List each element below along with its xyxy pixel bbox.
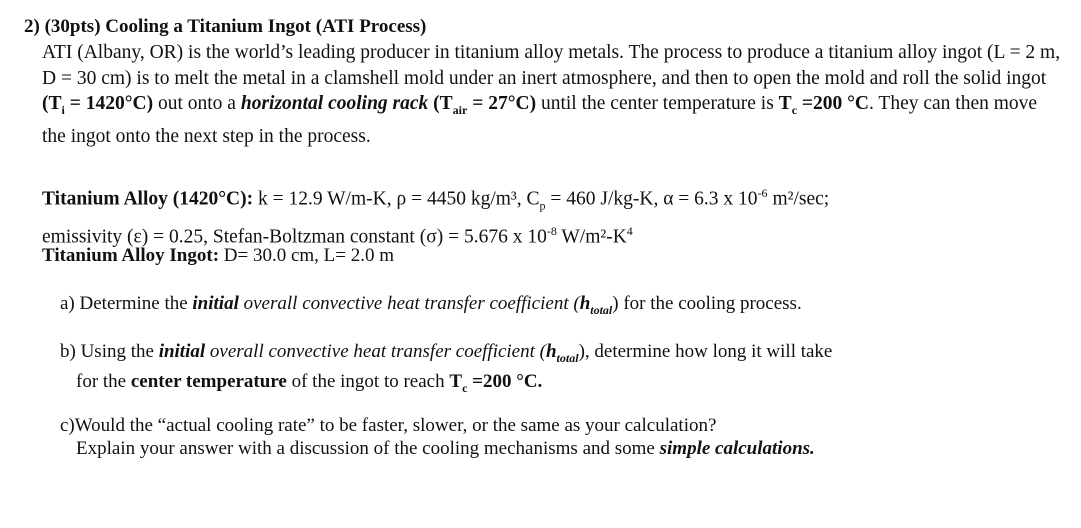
ingot-value: D= 30.0 cm, L= 2.0 m (219, 245, 395, 266)
intro-text-2: out onto a (153, 93, 241, 115)
intro-text-4: . They can then move the ingot onto the next step in the process. (42, 93, 1038, 147)
properties-line-1: Titanium Alloy (1420°C): k = 12.9 W/m-K, ρ = 4450 kg/m³, $C_p = 460$ J/kg-K, α = 6.3 x $10^{-6}$ m²/sec; (42, 186, 830, 213)
question-b (60, 340, 1040, 400)
question-c-line-1: c)Would the “actual cooling rate” to be faster, slower, or the same as your calculation? (60, 415, 717, 436)
air-temperature: $(T_{air} = 27^\circ C)$ (428, 93, 537, 118)
properties-label: Titanium Alloy (1420°C): (42, 188, 254, 210)
question-b-line-1: b) Using the initial overall convective heat transfer coefficient $(h_{total})$, determine how long it will take (60, 341, 833, 365)
ingot-label: Titanium Alloy Ingot: (42, 245, 220, 266)
intro-text-1: ATI (Albany, OR) is the world’s leading producer in titanium alloy metals. The process to produce a titanium alloy ingot (L = 2 m, D = 30 cm) is to melt the metal in a clamshell mold under an inert atmosphere, and then to open the mold and roll the solid ingot (42, 42, 1061, 89)
initial-temperature: $(T_i = 1420^\circ C)$ (42, 93, 154, 118)
problem-title: 2) (30pts) Cooling a Titanium Ingot (ATI Process) (24, 16, 427, 37)
properties-line-2: emissivity (ε) = 0.25, Stefan-Boltzman constant (σ) = 5.676 x $10^{-8}$ $W/m^2-K^4$ (42, 224, 633, 248)
intro-text-3: until the center temperature is (536, 93, 779, 115)
question-c (60, 414, 1040, 460)
question-b-line-2: for the center temperature of the ingot to reach $T_c =200$ °C. (76, 370, 543, 395)
cooling-rack: horizontal cooling rack (240, 93, 429, 115)
ingot-dimensions (42, 245, 394, 267)
center-temperature: $T_c =200$ °C (778, 93, 870, 118)
material-properties (42, 180, 1062, 251)
question-a: a) Determine the initial overall convective heat transfer coefficient $(h_{total})$ for the cooling process. (60, 293, 802, 317)
intro-paragraph (42, 40, 1062, 149)
question-c-line-2: Explain your answer with a discussion of the cooling mechanisms and some simple calculations. (76, 438, 815, 459)
